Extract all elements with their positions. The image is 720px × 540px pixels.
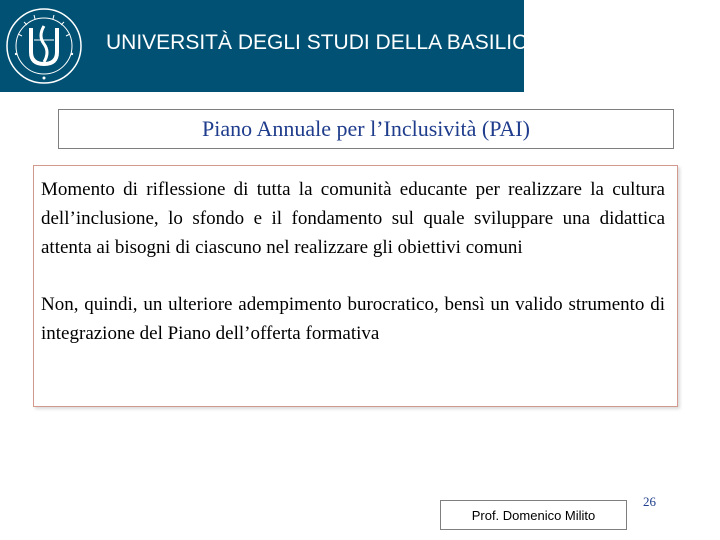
header-banner — [0, 0, 566, 92]
university-seal-icon — [4, 6, 84, 86]
page-number: 26 — [643, 494, 656, 509]
slide-title: Piano Annuale per l’Inclusività (PAI) — [202, 116, 530, 141]
author-label: Prof. Domenico Milito — [440, 500, 627, 530]
slide-title-box — [58, 109, 674, 149]
university-name: UNIVERSITÀ DEGLI STUDI DELLA BASILICATA — [106, 31, 566, 54]
content-box — [33, 165, 678, 407]
paragraph-definition: Momento di riflessione di tutta la comunità educante per realizzare la cultura dell’inclusione, lo sfondo e il fondamento sul quale sviluppare una didattica attenta ai bisogni di ciascuno nel realizzare gli obiettivi comuni — [41, 179, 665, 258]
paragraph-purpose: Non, quindi, un ulteriore adempimento burocratico, bensì un valido strumento di integrazione del Piano dell’offerta formativa — [41, 294, 665, 344]
